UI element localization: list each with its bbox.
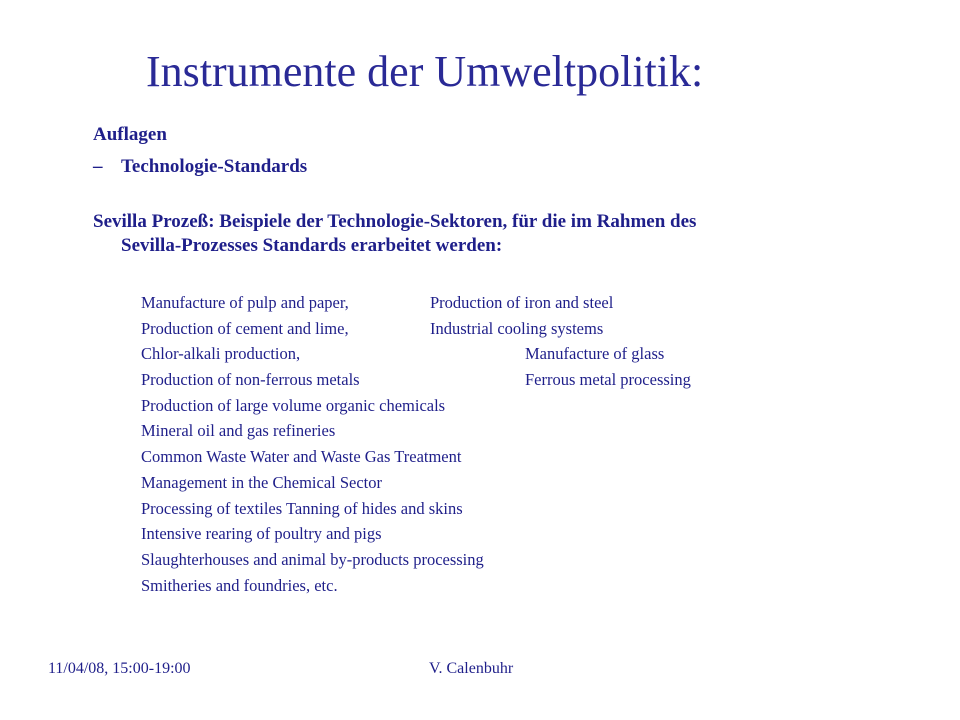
sector-item: Processing of textiles Tanning of hides and skins [141,498,463,518]
sector-item: Ferrous metal processing [525,370,691,390]
sector-item: Chlor-alkali production, [141,344,301,364]
sector-item: Intensive rearing of poultry and pigs [141,524,382,544]
slide-title: Instrumente der Umweltpolitik: [146,47,704,96]
technologie-standards-label: Technologie-Standards [121,156,308,177]
sector-item: Mineral oil and gas refineries [141,421,336,441]
dash-bullet: – [93,156,103,177]
sector-item: Smitheries and foundries, etc. [141,575,338,595]
footer-author: V. Calenbuhr [429,660,514,677]
sector-item: Production of large volume organic chemicals [141,395,446,415]
sector-item: Production of cement and lime, [141,318,349,338]
sector-item: Industrial cooling systems [430,318,604,338]
heading-auflagen: Auflagen [93,124,167,145]
sector-item: Manufacture of pulp and paper, [141,293,349,312]
heading-sevilla-prozess [93,210,893,258]
sector-item: Manufacture of glass [525,344,665,364]
sector-item: Production of iron and steel [430,293,614,312]
sector-item: Management in the Chemical Sector [141,472,383,492]
sector-item: Common Waste Water and Waste Gas Treatment [141,447,462,467]
footer-date: 11/04/08, 15:00-19:00 [48,660,191,677]
sevilla-line-1: Sevilla Prozeß: Beispiele der Technologie-Sektoren, für die im Rahmen des [93,211,697,232]
sevilla-line-2: Sevilla-Prozesses Standards erarbeitet werden: [121,235,503,256]
sector-item: Slaughterhouses and animal by-products processing [141,549,484,569]
sector-item: Production of non-ferrous metals [141,370,360,390]
heading-technologie-standards [93,155,307,179]
